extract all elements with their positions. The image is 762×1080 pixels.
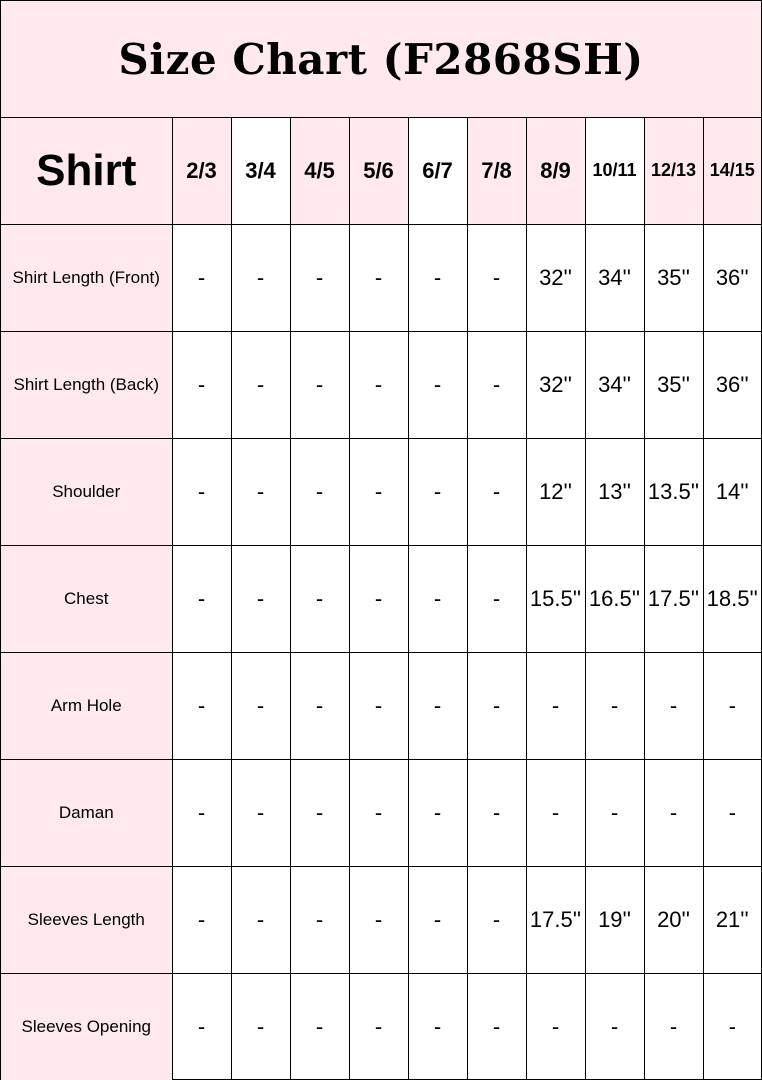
table-cell: - (408, 866, 467, 973)
size-header: 10/11 (585, 118, 644, 224)
table-cell: 13.5'' (644, 438, 703, 545)
table-cell: - (467, 224, 526, 331)
size-header: 5/6 (349, 118, 408, 224)
table-cell: 21'' (703, 866, 761, 973)
table-cell: - (172, 224, 231, 331)
table-row (1, 545, 761, 652)
table-cell: - (349, 545, 408, 652)
table-cell: - (231, 224, 290, 331)
row-label: Sleeves Opening (1, 973, 172, 1080)
table-cell: - (526, 652, 585, 759)
row-label: Shoulder (1, 438, 172, 545)
table-cell: - (703, 759, 761, 866)
table-cell: 15.5'' (526, 545, 585, 652)
size-header: 8/9 (526, 118, 585, 224)
table-cell: - (231, 759, 290, 866)
size-header: 14/15 (703, 118, 761, 224)
table-cell: 36'' (703, 224, 761, 331)
table-cell: - (172, 973, 231, 1080)
table-cell: 18.5'' (703, 545, 761, 652)
size-header: 3/4 (231, 118, 290, 224)
table-cell: - (408, 545, 467, 652)
table-cell: - (467, 545, 526, 652)
table-cell: - (290, 652, 349, 759)
size-header: 7/8 (467, 118, 526, 224)
table-row (1, 652, 761, 759)
table-cell: - (408, 759, 467, 866)
table-cell: - (644, 759, 703, 866)
table-cell: 32'' (526, 331, 585, 438)
row-label: Daman (1, 759, 172, 866)
row-label: Arm Hole (1, 652, 172, 759)
table-cell: - (231, 652, 290, 759)
table-cell: 17.5'' (644, 545, 703, 652)
table-cell: - (349, 224, 408, 331)
table-cell: - (172, 866, 231, 973)
table-cell: - (467, 652, 526, 759)
table-cell: - (290, 545, 349, 652)
page-title: Size Chart (F2868SH) (118, 34, 644, 84)
title-bar (1, 1, 761, 118)
table-cell: - (231, 973, 290, 1080)
table-cell: 17.5'' (526, 866, 585, 973)
table-cell: - (231, 331, 290, 438)
table-cell: - (526, 973, 585, 1080)
table-cell: - (408, 973, 467, 1080)
table-cell: - (703, 652, 761, 759)
table-cell: 34'' (585, 331, 644, 438)
row-label: Shirt Length (Front) (1, 224, 172, 331)
size-header: 6/7 (408, 118, 467, 224)
table-cell: - (290, 866, 349, 973)
table-cell: - (290, 973, 349, 1080)
table-cell: - (231, 438, 290, 545)
table-cell: - (408, 438, 467, 545)
table-cell: - (644, 973, 703, 1080)
table-cell: - (467, 331, 526, 438)
table-cell: - (290, 224, 349, 331)
table-cell: - (467, 866, 526, 973)
size-header: 12/13 (644, 118, 703, 224)
table-cell: - (231, 866, 290, 973)
table-row (1, 973, 761, 1080)
table-cell: - (467, 973, 526, 1080)
table-cell: - (408, 652, 467, 759)
table-row (1, 331, 761, 438)
table-row (1, 438, 761, 545)
row-label: Sleeves Length (1, 866, 172, 973)
row-label: Chest (1, 545, 172, 652)
table-cell: - (467, 438, 526, 545)
table-cell: 13'' (585, 438, 644, 545)
table-cell: - (349, 759, 408, 866)
table-cell: - (526, 759, 585, 866)
table-cell: 34'' (585, 224, 644, 331)
corner-label: Shirt (1, 118, 172, 224)
row-label: Shirt Length (Back) (1, 331, 172, 438)
table-cell: 12'' (526, 438, 585, 545)
table-cell: 36'' (703, 331, 761, 438)
table-cell: - (231, 545, 290, 652)
table-cell: - (349, 331, 408, 438)
table-cell: - (467, 759, 526, 866)
table-cell: - (349, 438, 408, 545)
size-header: 2/3 (172, 118, 231, 224)
table-cell: - (172, 759, 231, 866)
table-row (1, 759, 761, 866)
size-table (1, 118, 761, 1080)
table-cell: - (703, 973, 761, 1080)
table-cell: 16.5'' (585, 545, 644, 652)
table-cell: - (408, 331, 467, 438)
size-header: 4/5 (290, 118, 349, 224)
table-cell: - (172, 331, 231, 438)
table-cell: - (290, 331, 349, 438)
table-cell: - (172, 545, 231, 652)
table-cell: 20'' (644, 866, 703, 973)
table-cell: - (349, 973, 408, 1080)
table-cell: - (290, 759, 349, 866)
table-header-row (1, 118, 761, 224)
table-row (1, 866, 761, 973)
table-cell: - (585, 759, 644, 866)
table-cell: 32'' (526, 224, 585, 331)
table-cell: - (585, 652, 644, 759)
table-cell: - (349, 866, 408, 973)
table-cell: - (290, 438, 349, 545)
table-cell: 14'' (703, 438, 761, 545)
table-cell: 35'' (644, 224, 703, 331)
table-cell: - (408, 224, 467, 331)
table-row (1, 224, 761, 331)
table-cell: 19'' (585, 866, 644, 973)
table-cell: - (349, 652, 408, 759)
table-cell: 35'' (644, 331, 703, 438)
table-cell: - (585, 973, 644, 1080)
table-cell: - (172, 652, 231, 759)
table-cell: - (644, 652, 703, 759)
table-cell: - (172, 438, 231, 545)
